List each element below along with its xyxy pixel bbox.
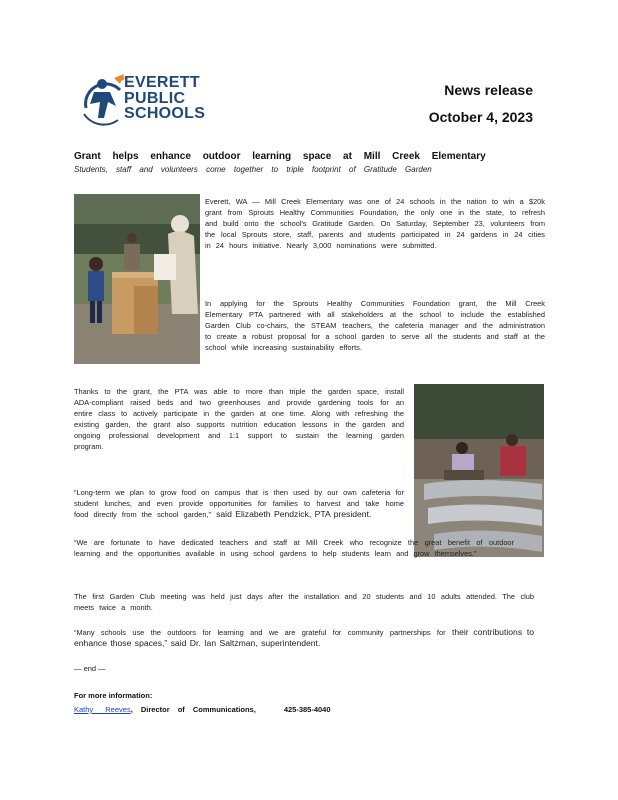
contact-name-link[interactable]: Kathy Reeves bbox=[74, 705, 131, 714]
contact-phone: 425-385-4040 bbox=[283, 705, 331, 714]
district-logo bbox=[80, 72, 210, 126]
headline: Grant helps enhance outdoor learning space at Mill Creek Elementary bbox=[74, 151, 486, 162]
pta-quote-attribution: said Elizabeth Pendzick, PTA president. bbox=[216, 509, 372, 519]
paragraph-2: In applying for the Sprouts Healthy Communities Foundation grant, the Mill Creek Elementary PTA partnered with all stakeholders at the school to include the established Garden Club co-chairs, the STEAM teachers, the cafeteria manager and the administration to create a robust proposal for a school garden to serve all the students and staff at the school while increasing sustainability efforts. bbox=[205, 299, 545, 352]
superintendent-quote: “Many schools use the outdoors for learning and we are grateful for community partnerships for bbox=[74, 628, 446, 637]
quote-body: staff at Mill Creek who recognize the great benefit of outdoor learning and the opportunities available in using school gardens to help students learn and grow themselves.” bbox=[74, 538, 514, 558]
paragraph-4 bbox=[74, 487, 404, 520]
logo-line-3: SCHOOLS bbox=[124, 105, 206, 122]
contact-line bbox=[74, 705, 474, 714]
logo-wordmark bbox=[124, 75, 205, 122]
pta-quote: “Long-term we plan to grow food on campus that is then used by our own cafeteria for student lunches, and even provide opportunities for families to harvest and take home food directly from the school garden,” bbox=[74, 488, 404, 519]
contact-title: , Director of Communications, bbox=[130, 705, 256, 714]
release-date: October 4, 2023 bbox=[428, 109, 533, 125]
paragraph-5: The first Garden Club meeting was held just days after the installation and 20 students and 10 adults attended. The club meets twice a month. bbox=[74, 592, 534, 612]
paragraph-4-continued bbox=[74, 537, 514, 559]
logo-line-2: PUBLIC bbox=[124, 89, 186, 107]
end-marker: — end — bbox=[74, 664, 106, 673]
globe-figure-icon bbox=[80, 72, 128, 128]
superintendent-quote-end: their contributions to enhance those spaces,” said Dr. Ian Saltzman, superintendent. bbox=[74, 627, 534, 648]
subheadline: Students, staff and volunteers come together to triple footprint of Gratitude Garden bbox=[74, 165, 432, 174]
garden-photo-metal-beds bbox=[414, 384, 544, 557]
paragraph-6 bbox=[74, 627, 534, 649]
garden-photo-raised-beds bbox=[74, 194, 200, 364]
release-header bbox=[429, 82, 533, 125]
paragraph-1: Everett, WA — Mill Creek Elementary was one of 24 schools in the nation to win a $20k grant from Sprouts Healthy Communities Foundation, the only one in the state, to refresh and build onto the school's Gratitude Garden. On Saturday, September 23, volunteers from the local Sprouts store, staff, parents and students participated in 24 gardens in 24 cities in 24 hours initiative. Nearly 3,000 nominations were submitted. bbox=[205, 197, 545, 250]
contact-heading: For more information: bbox=[74, 691, 153, 700]
release-title: News release bbox=[444, 82, 533, 98]
paragraph-3: Thanks to the grant, the PTA was able to more than triple the garden space, install ADA-compliant raised beds and two greenhouses and provide gardening tools for an entire class to actively participate in the garden at one time. Along with refreshing the existing garden, the grant also supports nutrition education lessons in the garden and ongoing professional development and 1:1 support to sustain the learning garden program. bbox=[74, 387, 404, 451]
quote-lead: “We are fortunate to have dedicated teachers and bbox=[74, 538, 267, 547]
logo-line-1: EVERETT bbox=[124, 74, 200, 91]
